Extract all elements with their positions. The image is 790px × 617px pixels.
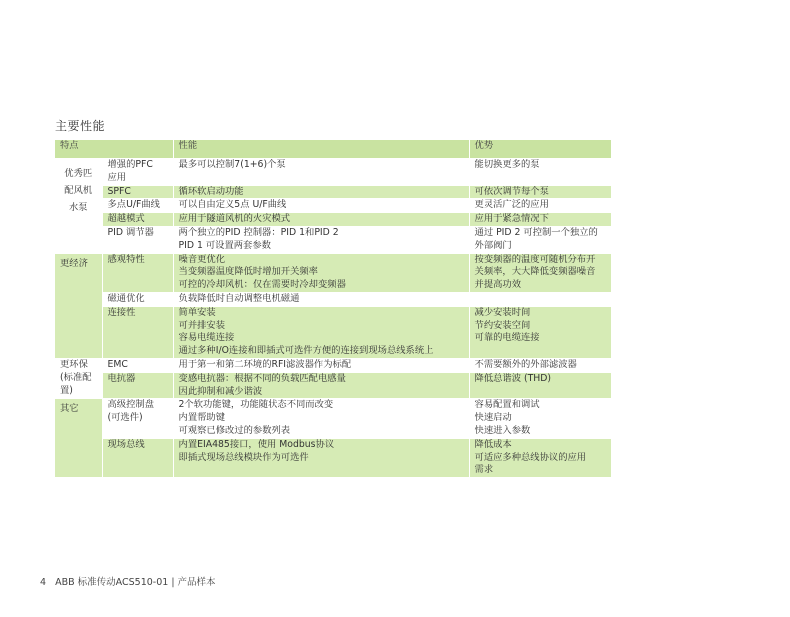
cell-line: 应用 (107, 171, 127, 183)
advantage-cell (469, 159, 611, 186)
subfeature-cell (102, 226, 173, 253)
cell-line: 连接性 (107, 306, 136, 318)
advantage-cell (469, 438, 611, 477)
cell-line: 可靠的电缆连接 (474, 332, 540, 344)
cell-line: 节约安装空间 (474, 319, 531, 331)
category-line: (标准配 (60, 371, 92, 383)
category-cell (55, 159, 102, 254)
cell-line: EMC (107, 358, 128, 370)
cell-line: 当变频器温度降低时增加开关频率 (178, 266, 318, 278)
header-performance: 性能 (173, 140, 469, 159)
subfeature-cell (102, 292, 173, 306)
table-row (55, 399, 611, 438)
cell-line: 降低总谐波 (THD) (474, 372, 552, 384)
cell-line: 关频率，大大降低变频器噪音 (474, 266, 596, 278)
performance-cell (173, 306, 469, 358)
cell-line: 可观察已修改过的参数列表 (178, 424, 291, 436)
subfeature-cell (102, 399, 173, 438)
cell-line: 循环软启动功能 (178, 185, 244, 197)
cell-line: 通过 PID 2 可控制一个独立的 (474, 226, 598, 238)
cell-line: 用于第一和第二环境的RFI滤波器作为标配 (178, 358, 352, 370)
subfeature-cell (102, 199, 173, 213)
cell-line: 多点U/F曲线 (107, 199, 160, 211)
cell-line: 内置EIA485接口，使用 Modbus协议 (178, 438, 335, 450)
table-row (55, 159, 611, 186)
table-header-row (55, 140, 611, 159)
cell-line: 容易电缆连接 (178, 332, 235, 344)
performance-cell (173, 372, 469, 399)
performance-cell (173, 199, 469, 213)
performance-cell (173, 358, 469, 372)
table-row (55, 358, 611, 372)
page-number: 4 (40, 577, 47, 588)
cell-line: 超越模式 (107, 213, 145, 225)
cell-line: 按变频器的温度可随机分布开 (474, 253, 596, 265)
advantage-cell (469, 292, 611, 306)
cell-line: (可选件) (107, 412, 143, 424)
cell-line: 并提高功效 (474, 279, 522, 291)
cell-line: 不需要额外的外部滤波器 (474, 358, 577, 370)
category-line: 置) (60, 384, 73, 396)
category-cell (55, 253, 102, 358)
performance-table (55, 140, 611, 478)
cell-line: 快速进入参数 (474, 424, 531, 436)
subfeature-cell (102, 159, 173, 186)
cell-line: 降低成本 (474, 438, 512, 450)
category-line: 其它 (60, 403, 79, 415)
cell-line: 容易配置和调试 (474, 399, 540, 411)
cell-line: 内置帮助键 (178, 412, 226, 424)
header-advantage: 优势 (469, 140, 611, 159)
performance-cell (173, 399, 469, 438)
cell-line: 需求 (474, 464, 494, 476)
cell-line: 增强的PFC (107, 159, 153, 170)
advantage-cell (469, 185, 611, 199)
advantage-cell (469, 306, 611, 358)
subfeature-cell (102, 253, 173, 292)
cell-line: 噪音更优化 (178, 253, 226, 265)
cell-line: 电抗器 (107, 372, 136, 384)
page-footer (40, 574, 216, 588)
subfeature-cell (102, 438, 173, 477)
subfeature-cell (102, 372, 173, 399)
advantage-cell (469, 213, 611, 227)
cell-line: 高级控制盘 (107, 399, 154, 411)
cell-line: 应用于隧道风机的火灾模式 (178, 213, 291, 225)
cell-line: 最多可以控制7(1+6)个泵 (178, 159, 286, 170)
category-line: 优秀匹 (64, 168, 93, 179)
advantage-cell (469, 253, 611, 292)
table-row (55, 226, 611, 253)
advantage-cell (469, 226, 611, 253)
subfeature-cell (102, 185, 173, 199)
table-row (55, 199, 611, 213)
cell-line: 快速启动 (474, 412, 512, 424)
performance-cell (173, 185, 469, 199)
cell-line: PID 调节器 (107, 226, 154, 238)
performance-cell (173, 253, 469, 292)
cell-line: 因此抑制和减少谐波 (178, 385, 263, 397)
advantage-cell (469, 358, 611, 372)
category-line: 配风机 (64, 185, 93, 196)
cell-line: 负载降低时自动调整电机磁通 (178, 292, 300, 304)
cell-line: 变感电抗器：根据不同的负载匹配电感量 (178, 372, 346, 384)
table-row (55, 185, 611, 199)
cell-line: 更灵活广泛的应用 (474, 199, 549, 211)
header-feature: 特点 (55, 140, 173, 159)
performance-cell (173, 159, 469, 186)
performance-cell (173, 438, 469, 477)
cell-line: 磁通优化 (107, 292, 145, 304)
category-cell (55, 358, 102, 398)
subfeature-cell (102, 306, 173, 358)
performance-cell (173, 292, 469, 306)
table-row (55, 213, 611, 227)
cell-line: 现场总线 (107, 438, 145, 450)
category-line: 更经济 (60, 257, 88, 269)
table-row (55, 253, 611, 292)
section-title: 主要性能 (55, 119, 106, 133)
cell-line: PID 1 可设置两套参数 (178, 239, 271, 251)
cell-line: 能切换更多的泵 (474, 159, 540, 170)
cell-line: 应用于紧急情况下 (474, 213, 549, 225)
advantage-cell (469, 399, 611, 438)
cell-line: 外部阀门 (474, 239, 512, 251)
cell-line: 感观特性 (107, 253, 145, 265)
cell-line: 简单安装 (178, 306, 216, 318)
cell-line: 减少安装时间 (474, 306, 531, 318)
advantage-cell (469, 199, 611, 213)
footer-text: ABB 标准传动ACS510-01 | 产品样本 (55, 577, 216, 588)
table-row (55, 292, 611, 306)
category-line: 水泵 (68, 202, 88, 213)
category-cell (55, 399, 102, 478)
advantage-cell (469, 372, 611, 399)
cell-line: 可控的冷却风机：仅在需要时冷却变频器 (178, 279, 346, 291)
cell-line: 可适应多种总线协议的应用 (474, 451, 587, 463)
cell-line: 两个独立的PID 控制器：PID 1和PID 2 (178, 226, 339, 238)
performance-cell (173, 226, 469, 253)
table-row (55, 306, 611, 358)
cell-line: 可依次调节每个泵 (474, 185, 549, 197)
subfeature-cell (102, 213, 173, 227)
performance-cell (173, 213, 469, 227)
subfeature-cell (102, 358, 173, 372)
cell-line: 通过多种I/O连接和即插式可选件方便的连接到现场总线系统上 (178, 345, 434, 357)
cell-line: 即插式现场总线模块作为可选件 (178, 451, 309, 463)
table-row (55, 372, 611, 399)
cell-line: 可并排安装 (178, 319, 226, 331)
table-row (55, 438, 611, 477)
category-line: 更环保 (60, 358, 88, 370)
cell-line: 2个软功能键，功能随状态不同而改变 (178, 399, 334, 411)
cell-line: 可以自由定义5点 U/F曲线 (178, 199, 287, 211)
cell-line: SPFC (107, 185, 131, 197)
